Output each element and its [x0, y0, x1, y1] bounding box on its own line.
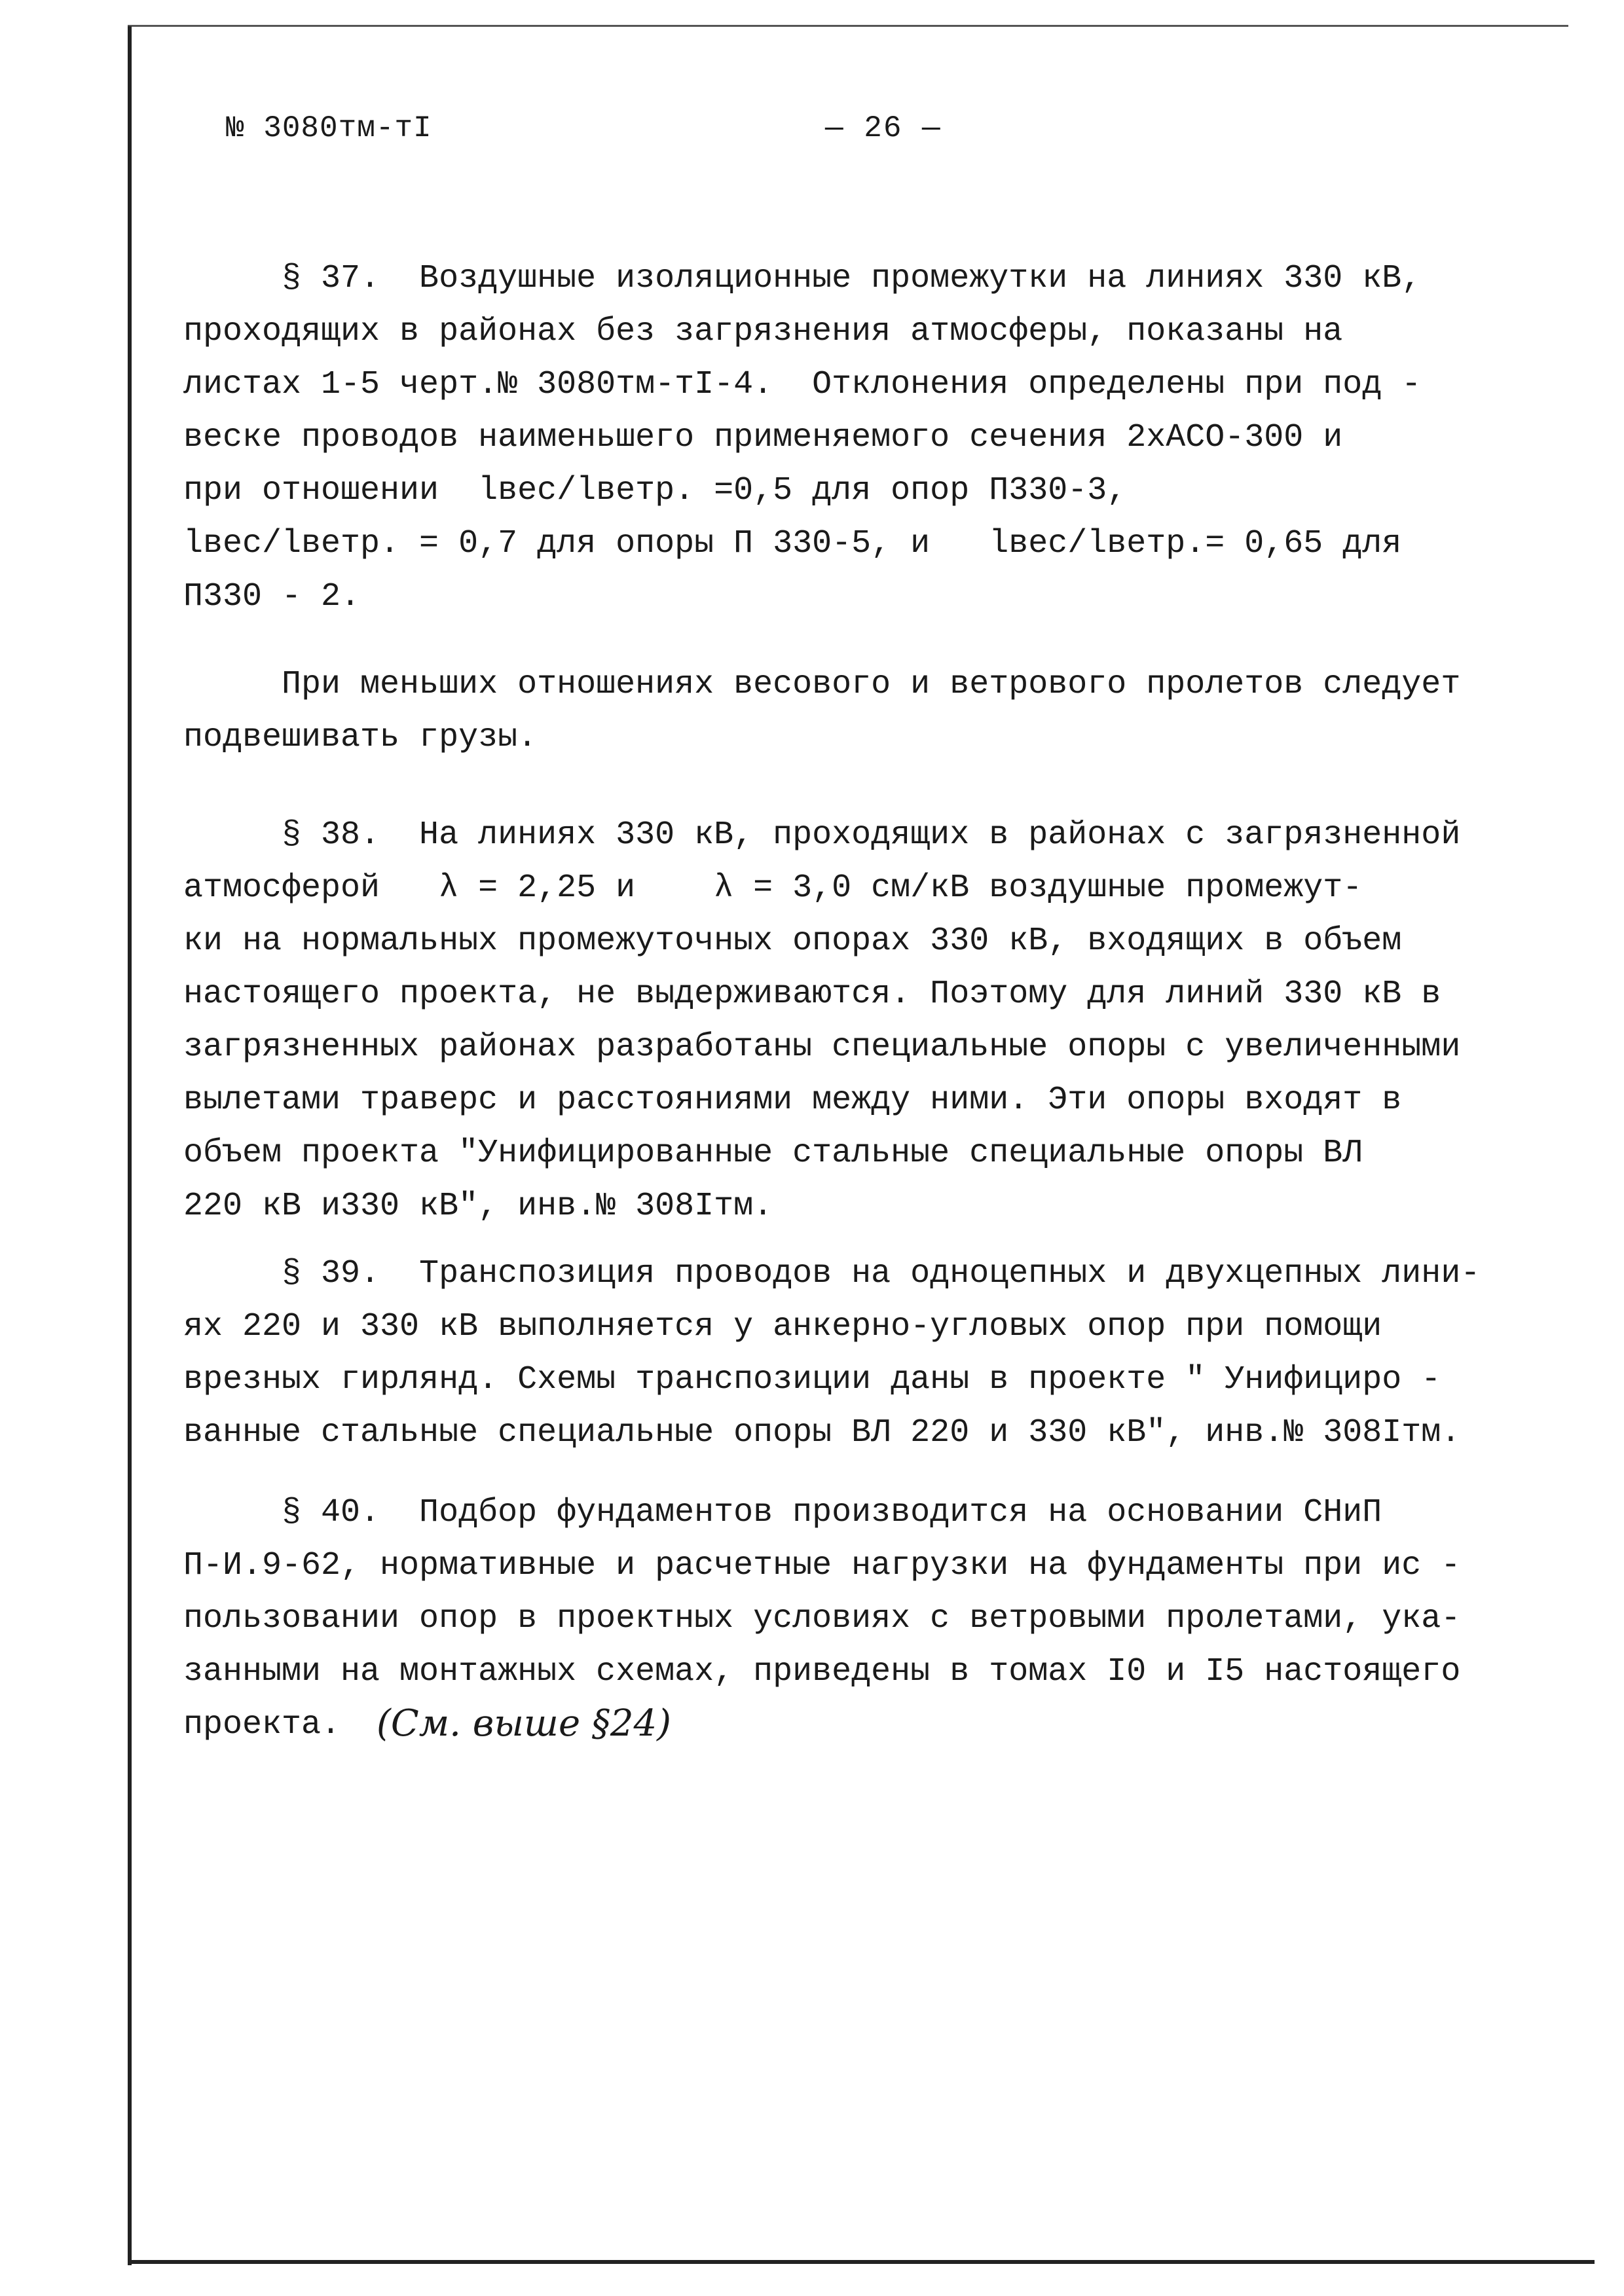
paragraph-37 — [183, 252, 1526, 623]
paragraph-37-note — [183, 658, 1526, 764]
text-line: lвес/lветр. = 0,7 для опоры П 330-5, и lвес/lветр.= 0,65 для — [183, 525, 1402, 562]
text-line: 220 кВ и330 кВ", инв.№ 308Iтм. — [183, 1188, 773, 1225]
text-line: веске проводов наименьшего применяемого сечения 2хАСО-300 и — [183, 419, 1343, 456]
text-line: § 40. Подбор фундаментов производится на основании СНиП — [183, 1494, 1382, 1531]
text-line: вылетами траверс и расстояниями между ними. Эти опоры входят в — [183, 1082, 1402, 1119]
text-line: ки на нормальных промежуточных опорах 330 кВ, входящих в объем — [183, 922, 1402, 960]
text-line: загрязненных районах разработаны специальные опоры с увеличенными — [183, 1029, 1461, 1066]
text-line: врезных гирлянд. Схемы транспозиции даны в проекте " Унифициро - — [183, 1361, 1441, 1398]
text-line: П330 - 2. — [183, 578, 361, 615]
page-number: — 26 — — [825, 111, 942, 145]
text-line: П-И.9-62, нормативные и расчетные нагрузки на фундаменты при ис - — [183, 1547, 1461, 1584]
page-frame-top — [128, 25, 1568, 27]
text-line: проходящих в районах без загрязнения атмосферы, показаны на — [183, 313, 1343, 350]
handwritten-note: (См. выше §24) — [377, 1702, 672, 1745]
text-line: подвешивать грузы. — [183, 719, 538, 756]
text-line: атмосферой λ = 2,25 и λ = 3,0 см/кВ воздушные промежут- — [183, 869, 1363, 907]
page-frame-bottom — [128, 2260, 1595, 2264]
text-line: § 39. Транспозиция проводов на одноцепных и двухцепных лини- — [183, 1255, 1481, 1292]
page-frame-left — [128, 26, 132, 2265]
document-number: № 3080тм-тI — [226, 111, 432, 145]
text-line: объем проекта "Унифицированные стальные специальные опоры ВЛ — [183, 1135, 1363, 1172]
text-line: проекта. — [183, 1706, 341, 1743]
text-line: листах 1-5 черт.№ 3080тм-тI-4. Отклонения определены при под - — [183, 366, 1422, 403]
text-line: ванные стальные специальные опоры ВЛ 220 и 330 кВ", инв.№ 308Iтм. — [183, 1414, 1461, 1451]
paragraph-39 — [183, 1247, 1526, 1459]
text-line: ях 220 и 330 кВ выполняется у анкерно-угловых опор при помощи — [183, 1308, 1382, 1345]
text-line: настоящего проекта, не выдерживаются. Поэтому для линий 330 кВ в — [183, 975, 1441, 1013]
paragraph-38 — [183, 809, 1526, 1233]
text-line: § 38. На линиях 330 кВ, проходящих в районах с загрязненной — [183, 816, 1461, 854]
text-line: при отношении lвес/lветр. =0,5 для опор П330-3, — [183, 472, 1127, 509]
text-line: занными на монтажных схемах, приведены в томах I0 и I5 настоящего — [183, 1653, 1461, 1690]
text-line: § 37. Воздушные изоляционные промежутки на линиях 330 кВ, — [183, 260, 1422, 297]
text-line: При меньших отношениях весового и ветрового пролетов следует — [183, 666, 1461, 703]
text-line: пользовании опор в проектных условиях с ветровыми пролетами, ука- — [183, 1600, 1461, 1637]
